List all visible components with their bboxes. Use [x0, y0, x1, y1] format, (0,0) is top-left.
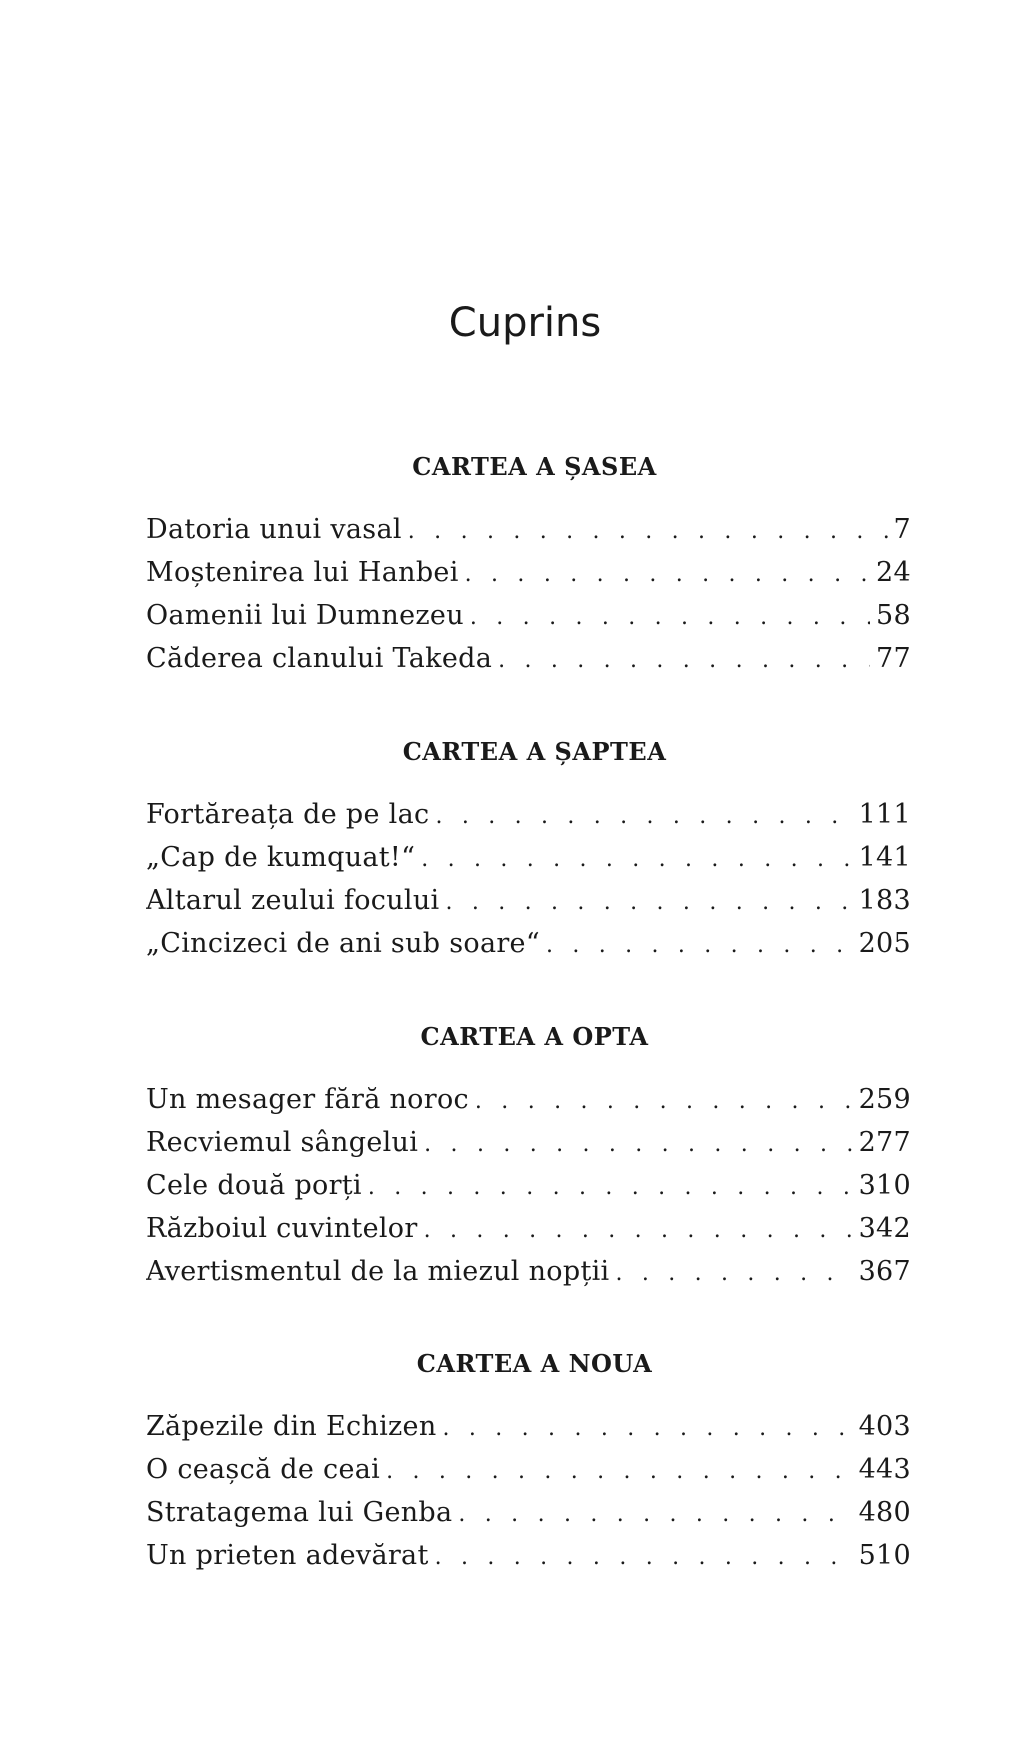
toc-entry-title: Zăpezile din Echizen [146, 1411, 437, 1442]
dot-leader [470, 596, 870, 637]
dot-leader [498, 639, 870, 680]
toc-entry-title: Moștenirea lui Hanbei [146, 557, 459, 588]
toc-entry-title: Cele două porți [146, 1170, 362, 1201]
toc-list [146, 793, 911, 965]
toc-entry[interactable] [146, 793, 911, 836]
toc-entry-title: O ceașcă de ceai [146, 1454, 381, 1485]
dot-leader [435, 1536, 853, 1577]
section-heading: CARTEA A ȘASEA [412, 452, 657, 481]
dot-leader [615, 1252, 852, 1293]
toc-entry-page: 277 [858, 1127, 911, 1158]
toc-entry-page: 310 [858, 1170, 911, 1201]
page-title: Cuprins [448, 300, 602, 346]
dot-leader [421, 838, 852, 879]
toc-entry-page: 480 [858, 1497, 911, 1528]
toc-section-cartea-a-sasea [146, 452, 911, 680]
toc-entry[interactable] [146, 1121, 911, 1164]
dot-leader [443, 1407, 853, 1448]
section-heading: CARTEA A ȘAPTEA [402, 737, 667, 766]
dot-leader [546, 924, 853, 965]
toc-entry-title: Un mesager fără noroc [146, 1084, 469, 1115]
toc-entry-page: 342 [858, 1213, 911, 1244]
toc-entry-page: 58 [876, 600, 911, 631]
toc-entry-title: Altarul zeului focului [146, 885, 440, 916]
toc-entry[interactable] [146, 1448, 911, 1491]
toc-entry[interactable] [146, 836, 911, 879]
toc-section-cartea-a-opta [146, 1022, 911, 1293]
toc-entry[interactable] [146, 551, 911, 594]
dot-leader [465, 553, 870, 594]
toc-list [146, 1405, 911, 1577]
toc-entry-page: 205 [858, 928, 911, 959]
toc-entry-title: Stratagema lui Genba [146, 1497, 453, 1528]
toc-entry[interactable] [146, 508, 911, 551]
toc-entry[interactable] [146, 1078, 911, 1121]
dot-leader [408, 510, 888, 551]
toc-entry[interactable] [146, 637, 911, 680]
toc-entry-page: 141 [858, 842, 911, 873]
toc-entry-page: 183 [858, 885, 911, 916]
toc-entry-title: „Cap de kumquat!“ [146, 842, 416, 873]
dot-leader [424, 1209, 853, 1250]
toc-entry[interactable] [146, 1207, 911, 1250]
toc-entry-page: 77 [876, 643, 911, 674]
toc-entry-page: 24 [876, 557, 911, 588]
toc-list [146, 1078, 911, 1293]
toc-list [146, 508, 911, 680]
toc-entry-title: Avertismentul de la miezul nopții [146, 1256, 610, 1287]
toc-entry-page: 259 [858, 1084, 911, 1115]
toc-entry[interactable] [146, 1405, 911, 1448]
toc-entry-page: 7 [893, 514, 911, 545]
toc-entry-page: 443 [858, 1454, 911, 1485]
dot-leader [368, 1166, 853, 1207]
toc-entry-title: Războiul cuvintelor [146, 1213, 418, 1244]
dot-leader [435, 795, 852, 836]
dot-leader [424, 1123, 852, 1164]
dot-leader [386, 1450, 853, 1491]
toc-entry-title: Un prieten adevărat [146, 1540, 429, 1571]
toc-entry-title: Căderea clanului Takeda [146, 643, 493, 674]
toc-entry-page: 111 [858, 799, 911, 830]
toc-entry[interactable] [146, 1164, 911, 1207]
toc-entry[interactable] [146, 879, 911, 922]
toc-entry-title: Recviemul sângelui [146, 1127, 419, 1158]
toc-entry-page: 403 [858, 1411, 911, 1442]
toc-entry-title: Datoria unui vasal [146, 514, 402, 545]
toc-entry-page: 510 [858, 1540, 911, 1571]
toc-entry[interactable] [146, 594, 911, 637]
toc-entry[interactable] [146, 1534, 911, 1577]
toc-entry-title: Fortăreața de pe lac [146, 799, 430, 830]
toc-entry-title: Oamenii lui Dumnezeu [146, 600, 464, 631]
toc-entry[interactable] [146, 922, 911, 965]
dot-leader [458, 1493, 852, 1534]
toc-section-cartea-a-noua [146, 1349, 911, 1577]
toc-entry[interactable] [146, 1250, 911, 1293]
dot-leader [475, 1080, 853, 1121]
toc-section-cartea-a-saptea [146, 737, 911, 965]
toc-entry-page: 367 [858, 1256, 911, 1287]
toc-entry-title: „Cincizeci de ani sub soare“ [146, 928, 540, 959]
toc-entry[interactable] [146, 1491, 911, 1534]
section-heading: CARTEA A OPTA [420, 1022, 649, 1051]
section-heading: CARTEA A NOUA [416, 1349, 653, 1378]
dot-leader [445, 881, 852, 922]
